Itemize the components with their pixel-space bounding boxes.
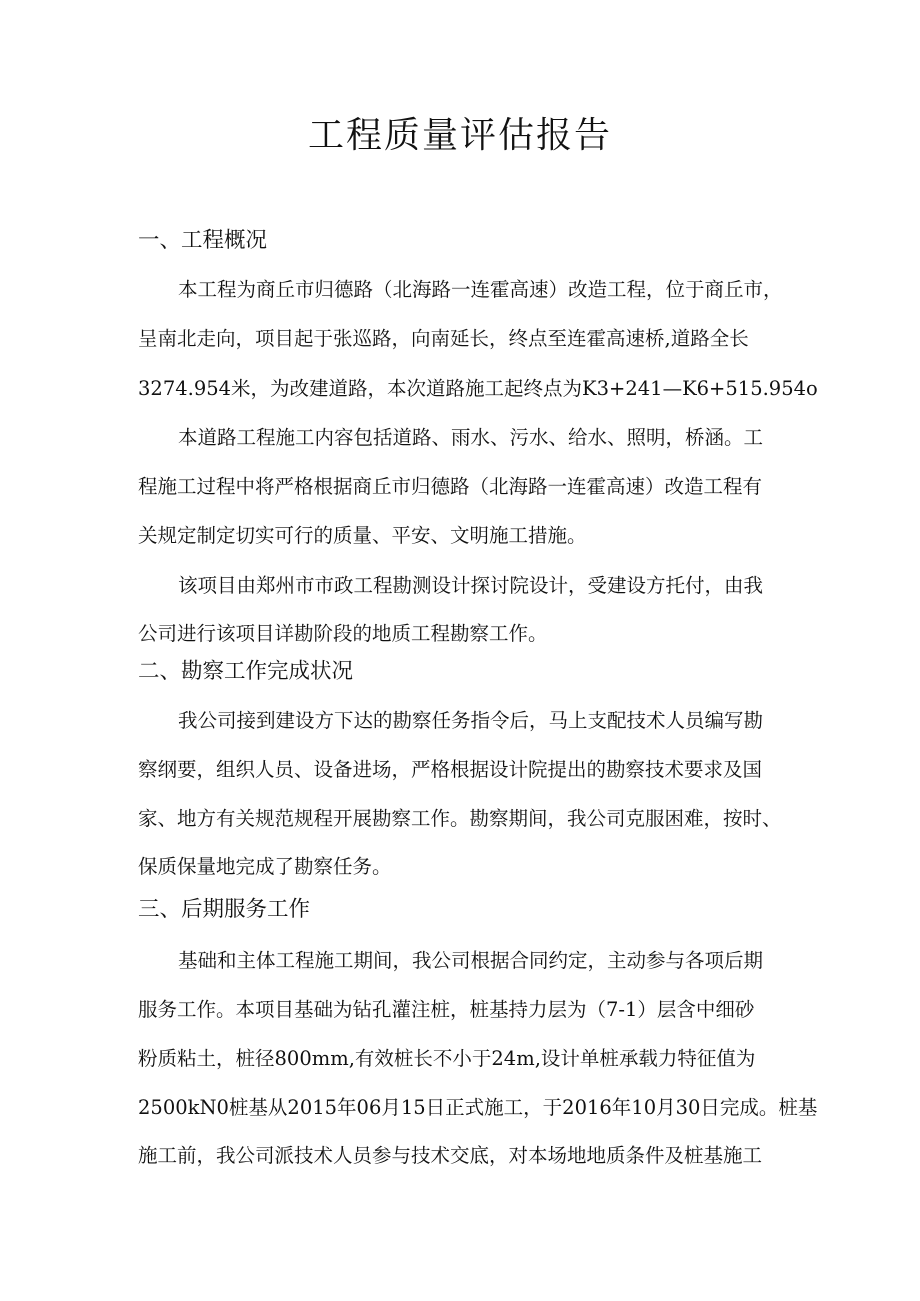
paragraph-line: 本工程为商丘市归德路（北海路一连霍高速）改造工程，位于商丘市， bbox=[178, 278, 783, 301]
paragraph-line: 3274.954米，为改建道路，本次道路施工起终点为K3+241—K6+515.954o bbox=[138, 377, 818, 400]
paragraph-line: 公司进行该项目详勘阶段的地质工程勘察工作。 bbox=[138, 622, 548, 645]
paragraph-line: 我公司接到建设方下达的勘察任务指令后，马上支配技术人员编写勘 bbox=[178, 709, 764, 732]
paragraph-line: 呈南北走向，项目起于张巡路，向南延长，终点至连霍高速桥,道路全长 bbox=[138, 327, 749, 350]
paragraph-line: 服务工作。本项目基础为钻孔灌注桩，桩基持力层为（7-1）层含中细砂 bbox=[138, 998, 755, 1021]
paragraph-line: 程施工过程中将严格根据商丘市归德路（北海路一连霍高速）改造工程有 bbox=[138, 475, 763, 498]
paragraph-line: 家、地方有关规范规程开展勘察工作。勘察期间，我公司克服困难，按时、 bbox=[138, 807, 782, 830]
section-heading-after-service: 三、后期服务工作 bbox=[138, 897, 311, 922]
paragraph-line: 察纲要，组织人员、设备进场，严格根据设计院提出的勘察技术要求及国 bbox=[138, 758, 763, 781]
paragraph-line: 关规定制定切实可行的质量、平安、文明施工措施。 bbox=[138, 524, 587, 547]
paragraph-line: 保质保量地完成了勘察任务。 bbox=[138, 855, 392, 878]
paragraph-line: 2500kN0桩基从2015年06月15日正式施工，于2016年10月30日完成。桩基 bbox=[138, 1096, 818, 1119]
paragraph-line: 施工前，我公司派技术人员参与技术交底，对本场地地质条件及桩基施工 bbox=[138, 1144, 763, 1167]
paragraph-line: 本道路工程施工内容包括道路、雨水、污水、给水、照明，桥涵。工 bbox=[178, 426, 764, 449]
paragraph-line: 粉质粘土，桩径800mm,有效桩长不小于24m,设计单桩承载力特征值为 bbox=[138, 1047, 756, 1070]
document-title: 工程质量评估报告 bbox=[307, 115, 612, 156]
paragraph-line: 基础和主体工程施工期间，我公司根据合同约定，主动参与各项后期 bbox=[178, 949, 764, 972]
paragraph-line: 该项目由郑州市市政工程勘测设计探讨院设计，受建设方托付，由我 bbox=[178, 574, 764, 597]
section-heading-survey-status: 二、勘察工作完成状况 bbox=[138, 659, 354, 684]
section-heading-overview: 一、工程概况 bbox=[138, 228, 268, 253]
